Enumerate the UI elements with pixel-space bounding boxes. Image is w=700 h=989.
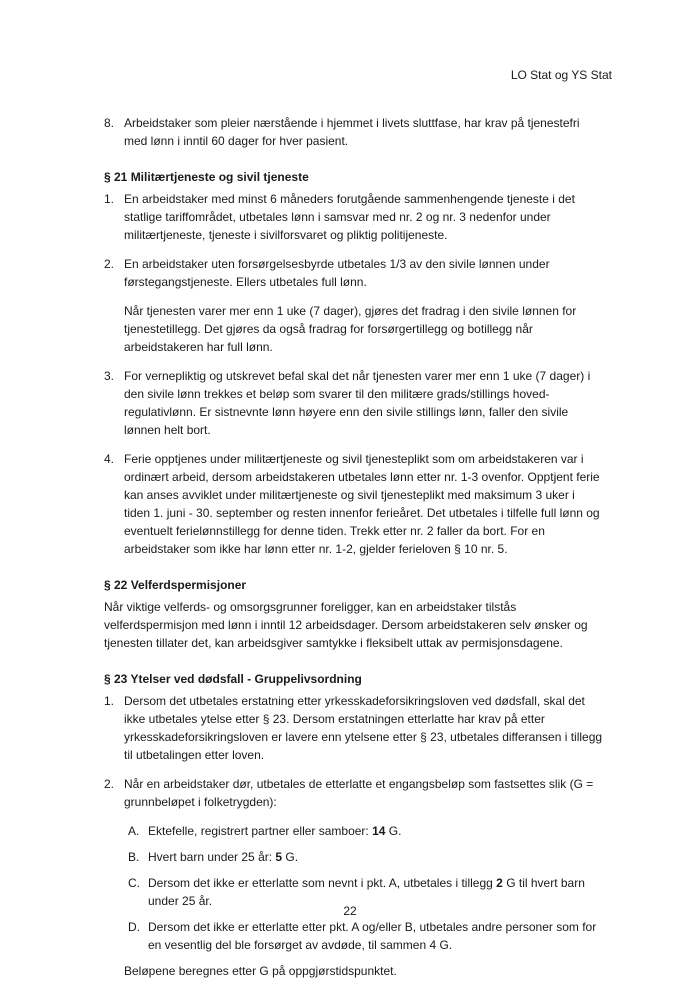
sub-item-a — [104, 822, 604, 840]
page-number: 22 — [343, 904, 357, 918]
sub-text: G til hvert barn under 25 år. — [148, 876, 585, 908]
item-text: En arbeidstaker med minst 6 måneders forutgående sammenhengende tjeneste i det statlige tariffområdet, utbetales lønn i samsvar med nr. 2 og nr. 3 nedenfor under militærtjeneste, tjeneste i sivilforsvaret og pliktig politijeneste. — [124, 192, 575, 242]
item-text: Når tjenesten varer mer enn 1 uke (7 dager), gjøres det fradrag i den sivile lønnen for tjenestetillegg. Det gjøres da også fradrag for forsørgertillegg og botillegg når arbeidstakeren har full lønn. — [124, 304, 577, 354]
item-text: Ferie opptjenes under militærtjeneste og sivil tjenesteplikt som om arbeidstakeren var i ordinært arbeid, dersom arbeidstakeren utbetales lønn etter nr. 1-3 ovenfor. Opptjent ferie kan anses avviklet under militærtjeneste og sivil tjenesteplikt med maksimum 3 uker i tiden 1. juni - 30. september og resten innenfor ferieåret. Det utbetales i tilfelle full lønn og eventuelt ferielønnstillegg for denne tiden. Trekk etter nr. 2 faller da bort. For en arbeidstaker som ikke har lønn etter nr. 1-2, gjelder ferieloven § 10 nr. 5. — [124, 452, 600, 556]
sub-text: Dersom det ikke er etterlatte etter pkt. A og/eller B, utbetales andre personer som for en vesentlig del ble forsørget av avdøde, til sammen 4 G. — [148, 920, 597, 952]
sub-letter: C. — [128, 876, 140, 890]
item-number: 1. — [104, 694, 115, 708]
section-heading-21: § 21 Militærtjeneste og sivil tjeneste — [104, 170, 309, 184]
item-text: Dersom det utbetales erstatning etter yrkesskadeforsikringsloven ved dødsfall, skal det ikke utbetales ytelse etter § 23. Dersom erstatningen etterlatte har krav på etter yrkesskadeforsikringsloven er lavere enn ytelsene etter § 23, utbetales differansen i tillegg til utbetalingen etter loven. — [124, 694, 603, 762]
item-number: 2. — [104, 257, 115, 271]
sub-bold-value: 14 — [372, 824, 386, 838]
s21-item-3 — [104, 367, 604, 439]
section-heading-22: § 22 Velferdspermisjoner — [104, 578, 247, 592]
item-number: 3. — [104, 369, 115, 383]
section-heading-23: § 23 Ytelser ved dødsfall - Gruppelivsordning — [104, 672, 362, 686]
section-text: Når viktige velferds- og omsorgsgrunner foreligger, kan en arbeidstaker tilstås velferdspermisjon med lønn i inntil 12 arbeidsdager. Dersom arbeidstakeren selv ønsker og tjenesten tillater det, kan arbeidsgiver samtykke i fleksibelt uttak av permisjonsdagene. — [104, 600, 588, 650]
s23-item-2 — [104, 775, 604, 811]
sub-item-b — [104, 848, 604, 866]
item-text: For vernepliktig og utskrevet befal skal det når tjenesten varer mer enn 1 uke (7 dager) i den sivile lønn trekkes et beløp som svarer til den militære grads/stillings hoved-regulativlønn. Er sistnevnte lønn høyere enn den sivile stillings lønn, faller den sivile lønnen helt bort. — [124, 369, 591, 437]
page-header: LO Stat og YS Stat — [510, 68, 612, 82]
sub-text: Dersom det ikke er etterlatte som nevnt i pkt. A, utbetales i tillegg — [148, 876, 497, 890]
item-number: 2. — [104, 777, 115, 791]
s21-item-2 — [104, 255, 604, 356]
sub-letter: D. — [128, 920, 140, 934]
sub-letter: A. — [128, 824, 140, 838]
closing-note: Beløpene beregnes etter G på oppgjørstidspunktet. — [124, 964, 397, 978]
s21-item-1 — [104, 190, 604, 244]
item-number: 8. — [104, 116, 115, 130]
sub-letter: B. — [128, 850, 140, 864]
item-text: En arbeidstaker uten forsørgelsesbyrde utbetales 1/3 av den sivile lønnen under førstegangstjeneste. Ellers utbetales full lønn. — [124, 257, 550, 289]
sub-item-d — [104, 918, 604, 954]
sub-text: G. — [282, 850, 299, 864]
item-text: Arbeidstaker som pleier nærstående i hjemmet i livets sluttfase, har krav på tjenestefri med lønn i inntil 60 dager for hver pasient. — [124, 116, 580, 148]
document-body — [104, 114, 604, 980]
sub-text: Hvert barn under 25 år: — [148, 850, 276, 864]
item-number: 4. — [104, 452, 115, 466]
sub-bold-value: 2 — [496, 876, 503, 890]
sub-text: G. — [385, 824, 402, 838]
sub-text: Ektefelle, registrert partner eller samboer: — [148, 824, 373, 838]
list-item-8 — [104, 114, 604, 150]
sub-bold-value: 5 — [275, 850, 283, 864]
item-number: 1. — [104, 192, 115, 206]
s23-item-1 — [104, 692, 604, 764]
item-text: Når en arbeidstaker dør, utbetales de etterlatte et engangsbeløp som fastsettes slik (G = grunnbeløpet i folketrygden): — [124, 777, 594, 809]
s21-item-4 — [104, 450, 604, 558]
